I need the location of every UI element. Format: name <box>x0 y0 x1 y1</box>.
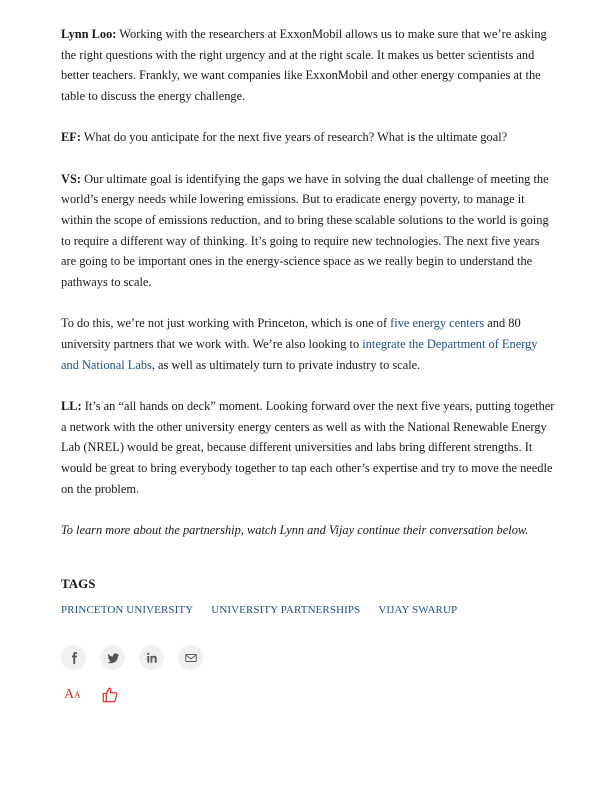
twitter-icon <box>106 651 120 665</box>
paragraph-ll-answer <box>61 396 557 500</box>
paragraph-text: What do you anticipate for the next five years of research? What is the ultimate goal? <box>80 130 508 145</box>
tag-princeton-university[interactable]: PRINCETON UNIVERSITY <box>61 604 194 616</box>
thumbs-up-icon <box>101 686 119 704</box>
font-size-big-glyph: A <box>64 687 75 702</box>
share-facebook-button[interactable] <box>61 645 86 670</box>
like-button[interactable] <box>101 686 119 704</box>
share-linkedin-button[interactable] <box>139 645 164 670</box>
paragraph-partners <box>61 313 557 375</box>
share-twitter-button[interactable] <box>100 645 125 670</box>
tags-list <box>61 604 457 616</box>
paragraph-text: and 80 university partners that we work with. We’re also looking to <box>61 316 521 351</box>
font-size-small-glyph: A <box>74 690 81 700</box>
speaker-label: VS: <box>61 171 81 186</box>
department-of-energy-link[interactable]: integrate the Department of Energy and National Labs <box>61 336 538 372</box>
article-body <box>61 24 557 561</box>
tag-vijay-swarup[interactable]: VIJAY SWARUP <box>378 604 458 616</box>
linkedin-icon <box>145 651 159 665</box>
font-size-icon <box>64 687 81 703</box>
speaker-label: LL: <box>61 398 82 413</box>
five-energy-centers-link[interactable]: five energy centers <box>390 316 485 331</box>
tags-heading: TAGS <box>61 576 96 591</box>
paragraph-learn-more: To learn more about the partnership, watch Lynn and Vijay continue their conversation below. <box>61 522 529 537</box>
facebook-icon <box>67 651 81 665</box>
paragraph-text: To do this, we’re not just working with Princeton, which is one of <box>61 316 391 331</box>
paragraph-ef-question <box>61 127 557 148</box>
paragraph-text: Working with the researchers at ExxonMobil allows us to make sure that we’re asking the right questions with the right urgency and at the right scale. It makes us better scientists and better teachers. Frankly, we want companies like ExxonMobil and other energy companies at the table to discuss the energy challenge. <box>61 27 547 104</box>
share-bar <box>61 645 203 670</box>
paragraph-vs-answer <box>61 169 557 293</box>
tag-university-partnerships[interactable]: UNIVERSITY PARTNERSHIPS <box>211 604 361 616</box>
article-tools <box>64 686 119 704</box>
paragraph-text: It’s an “all hands on deck” moment. Looking forward over the next five years, putting together a network with the other university energy centers as well as with the National Renewable Energy Lab (NREL) would be great, because different universities and labs bring different strengths. It would be great to bring everybody together to tap each other’s expertise and try to move the needle on the problem. <box>61 398 555 496</box>
share-email-button[interactable] <box>178 645 203 670</box>
paragraph-lynn-loo <box>61 24 557 107</box>
paragraph-text: Our ultimate goal is identifying the gaps we have in solving the dual challenge of meeting the world’s energy needs while lowering emissions. But to eradicate energy poverty, to manage it within the scope of emissions reduction, and to bring these scalable solutions to the world is going to require a different way of thinking. It’s going to require new technologies. The next five years are going to be important ones in the energy-science space as we really begin to understand the pathways to scale. <box>61 171 549 290</box>
speaker-label: EF: <box>61 130 81 145</box>
paragraph-text: , as well as ultimately turn to private industry to scale. <box>151 357 421 372</box>
email-icon <box>184 651 198 665</box>
font-size-button[interactable] <box>64 687 81 703</box>
speaker-label: Lynn Loo: <box>61 27 117 41</box>
